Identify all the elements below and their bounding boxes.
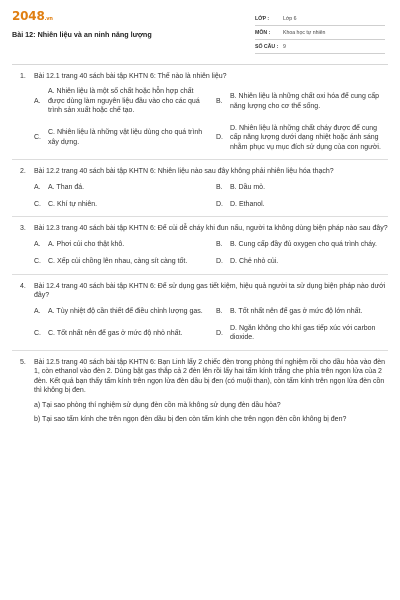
answer-option-c[interactable]	[34, 200, 206, 209]
answer-option-a[interactable]	[34, 87, 206, 115]
answer-option-a[interactable]	[34, 307, 206, 316]
option-text: B. Cung cấp đầy đủ oxygen cho quá trình cháy.	[230, 240, 377, 248]
question-number: 3.	[20, 225, 26, 233]
answer-option-a[interactable]	[34, 183, 206, 192]
option-text: B. Tốt nhất nên để gas ở mức độ lớn nhất.	[230, 307, 363, 315]
question-number: 5.	[20, 358, 26, 366]
option-text: D. Chẻ nhỏ củi.	[230, 258, 279, 266]
answer-option-d[interactable]	[216, 200, 388, 209]
option-letter: D.	[216, 200, 223, 208]
question-item	[12, 217, 388, 274]
option-text: D. Nhiên liệu là những chất cháy được để cung cấp năng lượng dưới dạng nhiệt hoặc ánh sáng nhằm phục vụ mục đích sử dụng của con người.	[230, 124, 381, 151]
option-letter: A.	[34, 97, 41, 105]
answer-option-c[interactable]	[34, 124, 206, 152]
answer-option-d[interactable]	[216, 324, 388, 343]
question-number: 4.	[20, 282, 26, 290]
option-letter: A.	[34, 307, 41, 315]
logo-domain: .vn	[44, 16, 53, 22]
question-list	[0, 65, 400, 432]
meta-label: LỚP :	[255, 15, 270, 22]
answer-option-c[interactable]	[34, 324, 206, 343]
option-letter: D.	[216, 329, 223, 337]
page-header	[0, 0, 400, 52]
answer-option-a[interactable]	[34, 240, 206, 249]
option-text: C. Nhiên liệu là những vật liệu dùng cho quá trình xây dựng.	[48, 129, 203, 146]
question-text: Bài 12.3 trang 40 sách bài tập KHTN 6: Để củi dễ cháy khi đun nấu, người ta không dùng biện pháp nào sau đây?	[34, 225, 388, 233]
meta-row-question-count	[255, 40, 385, 54]
option-letter: C.	[34, 134, 41, 142]
sub-question-a: a) Tại sao phòng thí nghiệm sử dụng đèn cồn mà không sử dụng đèn dầu hỏa?	[34, 401, 281, 409]
option-letter: A.	[34, 240, 41, 248]
logo-text: 2048	[12, 9, 45, 23]
option-letter: A.	[34, 183, 41, 191]
meta-label: MÔN :	[255, 29, 271, 36]
answer-option-d[interactable]	[216, 257, 388, 266]
question-item	[12, 160, 388, 217]
question-text: Bài 12.2 trang 40 sách bài tập KHTN 6: Nhiên liệu nào sau đây không phải nhiên liệu hóa thạch?	[34, 168, 334, 176]
answer-option-b[interactable]	[216, 183, 388, 192]
question-item	[12, 351, 388, 432]
option-letter: B.	[216, 183, 223, 191]
meta-value: Lớp 6	[283, 15, 297, 22]
option-letter: C.	[34, 258, 41, 266]
meta-value: Khoa học tự nhiên	[283, 29, 326, 36]
option-letter: D.	[216, 258, 223, 266]
meta-row-class	[255, 12, 385, 26]
option-letter: B.	[216, 97, 223, 105]
meta-value: 9	[283, 43, 286, 50]
question-number: 2.	[20, 168, 26, 176]
option-text: B. Dầu mỏ.	[230, 183, 266, 191]
answer-options	[34, 87, 388, 152]
document-meta	[255, 12, 385, 54]
question-text: Bài 12.1 trang 40 sách bài tập KHTN 6: Thế nào là nhiên liệu?	[34, 73, 227, 80]
meta-label: SỐ CÂU :	[255, 43, 279, 50]
option-text: A. Tùy nhiệt độ cần thiết để điều chỉnh lượng gas.	[48, 307, 203, 315]
answer-option-b[interactable]	[216, 307, 388, 316]
question-text: Bài 12.4 trang 40 sách bài tập KHTN 6: Để sử dụng gas tiết kiệm, hiệu quả người ta sử dụng biện pháp nào dưới đây?	[34, 282, 386, 300]
question-item	[12, 275, 388, 351]
meta-row-subject	[255, 26, 385, 40]
option-text: A. Nhiên liệu là một số chất hoặc hỗn hợp chất được dùng làm nguyên liệu đầu vào cho các quá trình sản xuất hoặc chế tạo.	[48, 88, 200, 115]
sub-question-b: b) Tại sao tấm kính che trên ngọn đèn dầu bị đen còn tấm kính che trên ngọn đèn cồn không bị đen?	[34, 416, 347, 424]
option-letter: D.	[216, 134, 223, 142]
answer-option-b[interactable]	[216, 240, 388, 249]
option-text: D. Ethanol.	[230, 200, 265, 208]
question-text: Bài 12.5 trang 40 sách bài tập KHTN 6: Bạn Linh lấy 2 chiếc đèn trong phòng thí nghiệm rồi cho dầu hỏa vào đèn 1, còn ethanol vào đèn 2. Dùng bật gas thắp cả 2 đèn lên rồi lấy hai tấm kính trắng che phía trên ngọn lửa của 2 đèn. Kết quả bạn thấy tấm kính trên ngọn lửa đèn dầu bị đen (có muội than), còn tấm kính trên ngọn lửa đèn cồn thì không bị đen.	[34, 358, 386, 395]
option-text: A. Than đá.	[48, 183, 85, 191]
option-text: D. Ngăn không cho khí gas tiếp xúc với carbon dioxide.	[230, 325, 376, 342]
option-letter: C.	[34, 200, 41, 208]
question-number: 1.	[20, 73, 26, 80]
option-letter: B.	[216, 307, 223, 315]
answer-option-c[interactable]	[34, 257, 206, 266]
option-text: B. Nhiên liệu là những chất oxi hóa để cung cấp năng lượng cho cơ thể sống.	[230, 93, 380, 110]
answer-option-d[interactable]	[216, 124, 388, 152]
answer-options	[34, 307, 388, 343]
option-text: C. Khí tự nhiên.	[48, 200, 98, 208]
answer-options	[34, 240, 388, 267]
option-text: A. Phơi củi cho thật khô.	[48, 240, 125, 248]
answer-option-b[interactable]	[216, 87, 388, 115]
option-letter: C.	[34, 329, 41, 337]
option-text: C. Tốt nhất nên để gas ở mức độ nhỏ nhất.	[48, 329, 183, 337]
option-text: C. Xếp củi chồng lên nhau, càng sít càng tốt.	[48, 258, 188, 266]
answer-options	[34, 183, 388, 210]
document-title: Bài 12: Nhiên liệu và an ninh năng lượng	[12, 30, 152, 40]
question-item	[12, 65, 388, 160]
option-letter: B.	[216, 240, 223, 248]
